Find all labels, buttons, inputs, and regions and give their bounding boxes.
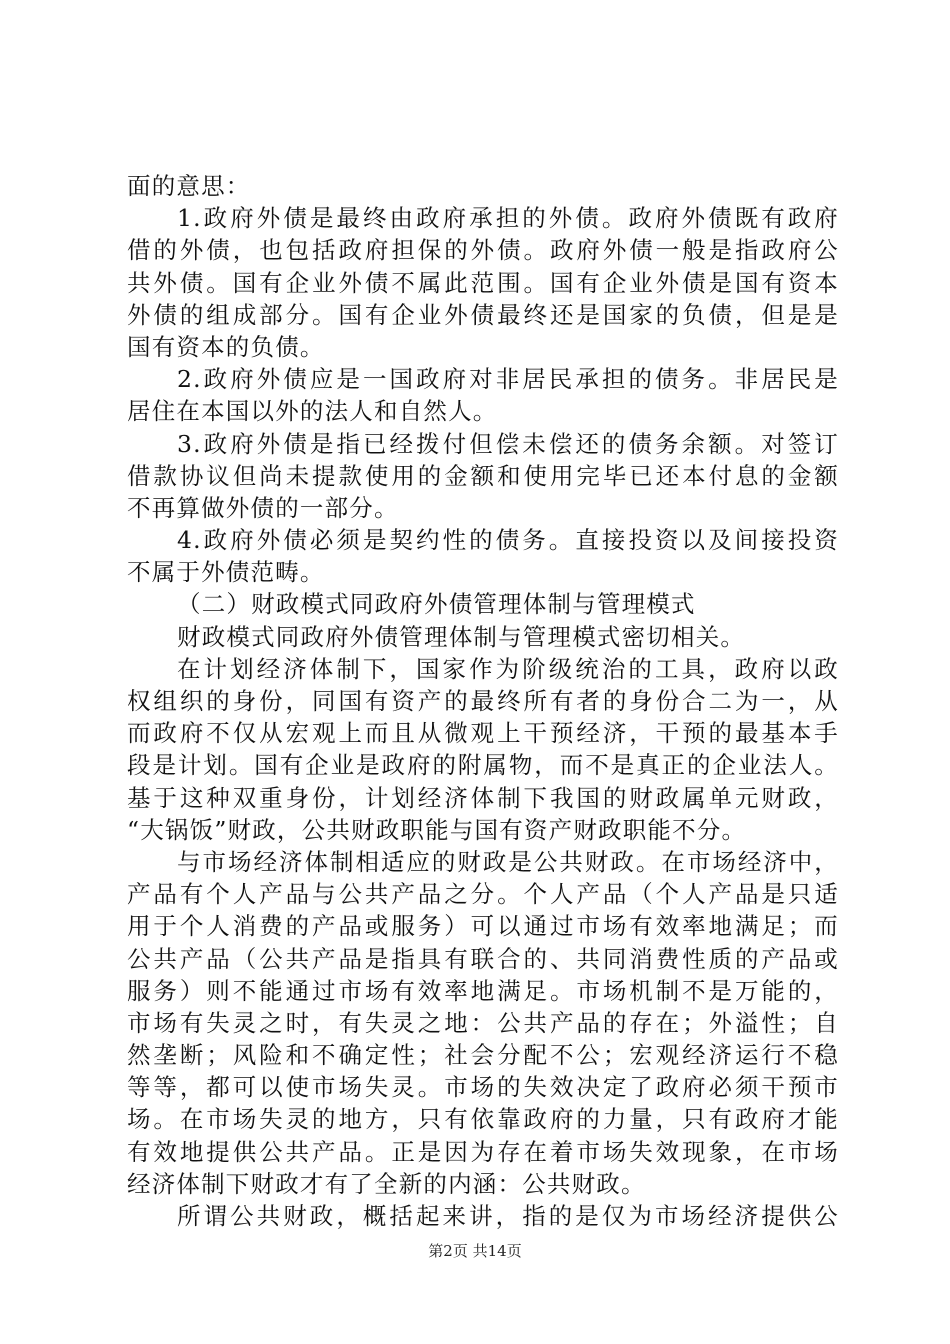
text-line: 国有资本的负债。: [127, 332, 325, 361]
text-line: 面的意思：: [127, 172, 251, 200]
text-line: 不属于外债范畴。: [127, 558, 325, 587]
text-line: 服务）则不能通过市场有效率地满足。市场机制不是万能的，: [127, 976, 839, 1005]
text-line: 产品有个人产品与公共产品之分。个人产品（个人产品是只适: [127, 880, 839, 909]
text-line: 场。在市场失灵的地方，只有依靠政府的力量，只有政府才能: [127, 1105, 839, 1134]
text-line: 不再算做外债的一部分。: [127, 493, 399, 522]
text-line: 4.政府外债必须是契约性的债务。直接投资以及间接投资: [177, 526, 839, 555]
text-line: 居住在本国以外的法人和自然人。: [127, 397, 498, 426]
text-line: 借款协议但尚未提款使用的金额和使用完毕已还本付息的金额: [127, 461, 839, 490]
text-line: 用于个人消费的产品或服务）可以通过市场有效率地满足；而: [127, 912, 839, 941]
text-line: 公共产品（公共产品是指具有联合的、共同消费性质的产品或: [127, 944, 839, 973]
text-line: 而政府不仅从宏观上而且从微观上干预经济，干预的最基本手: [127, 719, 839, 748]
text-line: （二）财政模式同政府外债管理体制与管理模式: [177, 590, 696, 619]
text-line: 财政模式同政府外债管理体制与管理模式密切相关。: [177, 622, 746, 651]
text-line: 经济体制下财政才有了全新的内涵：公共财政。: [127, 1169, 646, 1198]
text-line: 借的外债，也包括政府担保的外债。政府外债一般是指政府公: [127, 236, 839, 265]
page-footer: 第2页 共14页: [428, 1242, 522, 1260]
text-line: 等等，都可以使市场失灵。市场的失效决定了政府必须干预市: [127, 1073, 839, 1102]
text-line: 有效地提供公共产品。正是因为存在着市场失效现象，在市场: [127, 1137, 839, 1166]
text-line: 共外债。国有企业外债不属此范围。国有企业外债是国有资本: [127, 268, 839, 297]
text-line: 与市场经济体制相适应的财政是公共财政。在市场经济中，: [177, 847, 839, 876]
text-line: 段是计划。国有企业是政府的附属物，而不是真正的企业法人。: [127, 751, 839, 780]
text-line: 1.政府外债是最终由政府承担的外债。政府外债既有政府: [177, 204, 839, 233]
text-line: 然垄断；风险和不确定性；社会分配不公；宏观经济运行不稳: [127, 1041, 839, 1070]
text-line: 外债的组成部分。国有企业外债最终还是国家的负债，但是是: [127, 300, 839, 329]
text-line: 在计划经济体制下，国家作为阶级统治的工具，政府以政: [177, 654, 839, 683]
text-line: 2.政府外债应是一国政府对非居民承担的债务。非居民是: [177, 365, 839, 394]
text-line: 3.政府外债是指已经拨付但偿未偿还的债务余额。对签订: [177, 429, 839, 458]
text-line: “大锅饭”财政，公共财政职能与国有资产财政职能不分。: [127, 815, 747, 844]
text-line: 市场有失灵之时，有失灵之地：公共产品的存在；外溢性；自: [127, 1008, 839, 1037]
text-line: 权组织的身份，同国有资产的最终所有者的身份合二为一，从: [127, 687, 839, 715]
text-line: 所谓公共财政，概括起来讲，指的是仅为市场经济提供公: [177, 1202, 839, 1230]
document-body: [127, 170, 839, 1232]
text-line: 基于这种双重身份，计划经济体制下我国的财政属单元财政，: [127, 783, 839, 812]
